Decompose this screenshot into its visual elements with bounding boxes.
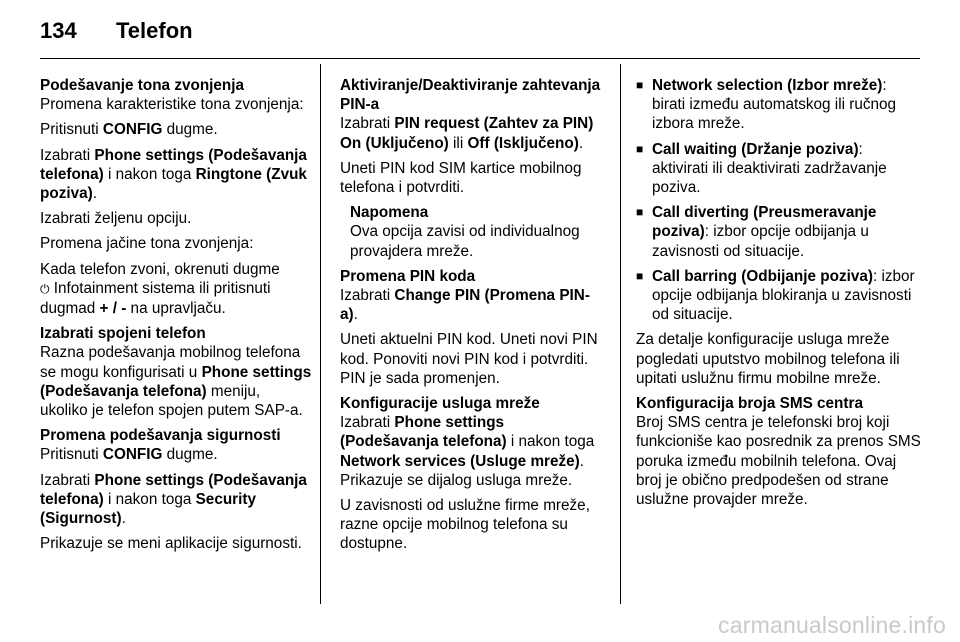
column-3 bbox=[636, 76, 922, 515]
paragraph: Izabrati Phone settings (Podešavanja telefona) i nakon toga Network services (Usluge mreže). Prikazuje se dijalog usluga mreže. bbox=[340, 414, 595, 489]
bullet-square-icon: ■ bbox=[636, 268, 644, 283]
note-title: Napomena bbox=[350, 204, 429, 222]
bullet-square-icon: ■ bbox=[636, 205, 644, 220]
section-heading: Aktiviranje/Deaktiviranje zahtevanja PIN-a bbox=[340, 77, 601, 114]
bullet-square-icon: ■ bbox=[636, 78, 644, 92]
paragraph: U zavisnosti od uslužne firme mreže, razne opcije mobilnog telefona su dostupne. bbox=[340, 497, 590, 553]
paragraph: Promena jačine tona zvonjenja: bbox=[40, 235, 254, 253]
paragraph: Izabrati Change PIN (Promena PIN-a). bbox=[340, 287, 590, 324]
section-heading: Podešavanje tona zvonjenja bbox=[40, 77, 245, 94]
paragraph: Razna podešavanja mobilnog telefona se mogu konfigurisati u Phone settings (Podešavanja telefona) meniju, ukoliko je telefon spojen putem SAP-a. bbox=[40, 344, 312, 420]
column-divider bbox=[320, 64, 321, 604]
section-heading: Konfiguracije usluga mreže bbox=[340, 395, 540, 413]
note-body: Ova opcija zavisi od individualnog provajdera mreže. bbox=[350, 223, 580, 260]
section-heading: Izabrati spojeni telefon bbox=[40, 325, 206, 343]
paragraph: Izabrati željenu opciju. bbox=[40, 210, 192, 228]
power-knob-icon: ⏻ bbox=[40, 281, 50, 296]
paragraph: Broj SMS centra je telefonski broj koji funkcioniše kao posrednik za prenos SMS poruka između mobilnih telefona. Ovaj broj je obično predpodešen od strane uslužne provajder mreže. bbox=[636, 414, 921, 509]
bullet-item: ■ Call barring (Odbijanje poziva): izbor opcije odbijanja blokiranja u zavisnosti od situacije. bbox=[636, 267, 915, 324]
paragraph: Promena karakteristike tona zvonjenja: bbox=[40, 96, 304, 114]
paragraph: Uneti aktuelni PIN kod. Uneti novi PIN kod. Ponoviti novi PIN kod i potvrditi. PIN je sada promenjen. bbox=[340, 331, 598, 387]
section-heading: Promena podešavanja sigurnosti bbox=[40, 427, 281, 445]
section-heading: Konfiguracija broja SMS centra bbox=[636, 395, 863, 413]
bullet-square-icon: ■ bbox=[636, 141, 644, 156]
paragraph: Kada telefon zvoni, okrenuti dugme ⏻ Infotainment sistema ili pritisnuti dugmad + / - na upravljaču. bbox=[40, 260, 280, 318]
paragraph: Izabrati Phone settings (Podešavanja telefona) i nakon toga Security (Sigurnost). bbox=[40, 471, 307, 528]
section-heading: Promena PIN koda bbox=[340, 267, 476, 285]
page-number: 134 bbox=[40, 18, 77, 43]
paragraph: Izabrati Phone settings (Podešavanja telefona) i nakon toga Ringtone (Zvuk poziva). bbox=[40, 146, 307, 203]
column-1 bbox=[40, 76, 312, 559]
bullet-item: ■ Call waiting (Držanje poziva): aktivirati ili deaktivirati zadržavanje poziva. bbox=[636, 140, 887, 197]
column-2 bbox=[340, 76, 606, 560]
chapter-title: Telefon bbox=[116, 18, 193, 43]
paragraph: Izabrati PIN request (Zahtev za PIN) On (Uključeno) ili Off (Isključeno). bbox=[340, 115, 594, 152]
column-divider bbox=[620, 64, 621, 604]
paragraph: Uneti PIN kod SIM kartice mobilnog telefona i potvrditi. bbox=[340, 159, 582, 197]
paragraph: Za detalje konfiguracije usluga mreže pogledati uputstvo mobilnog telefona ili upitati uslužnu firmu mobilne mreže. bbox=[636, 331, 900, 387]
page-header bbox=[40, 18, 920, 48]
paragraph: Pritisnuti CONFIG dugme. bbox=[40, 121, 218, 139]
bullet-item: ■ Network selection (Izbor mreže): birati između automatskog ili ručnog izbora mreže. bbox=[636, 77, 897, 133]
paragraph: Pritisnuti CONFIG dugme. bbox=[40, 446, 218, 464]
paragraph: Prikazuje se meni aplikacije sigurnosti. bbox=[40, 535, 302, 553]
bullet-item: ■ Call diverting (Preusmeravanje poziva): izbor opcije odbijanja u zavisnosti od situacije. bbox=[636, 204, 877, 260]
note-box bbox=[350, 203, 606, 261]
header-divider bbox=[40, 58, 920, 59]
watermark: carmanualsonline.info bbox=[718, 612, 946, 638]
